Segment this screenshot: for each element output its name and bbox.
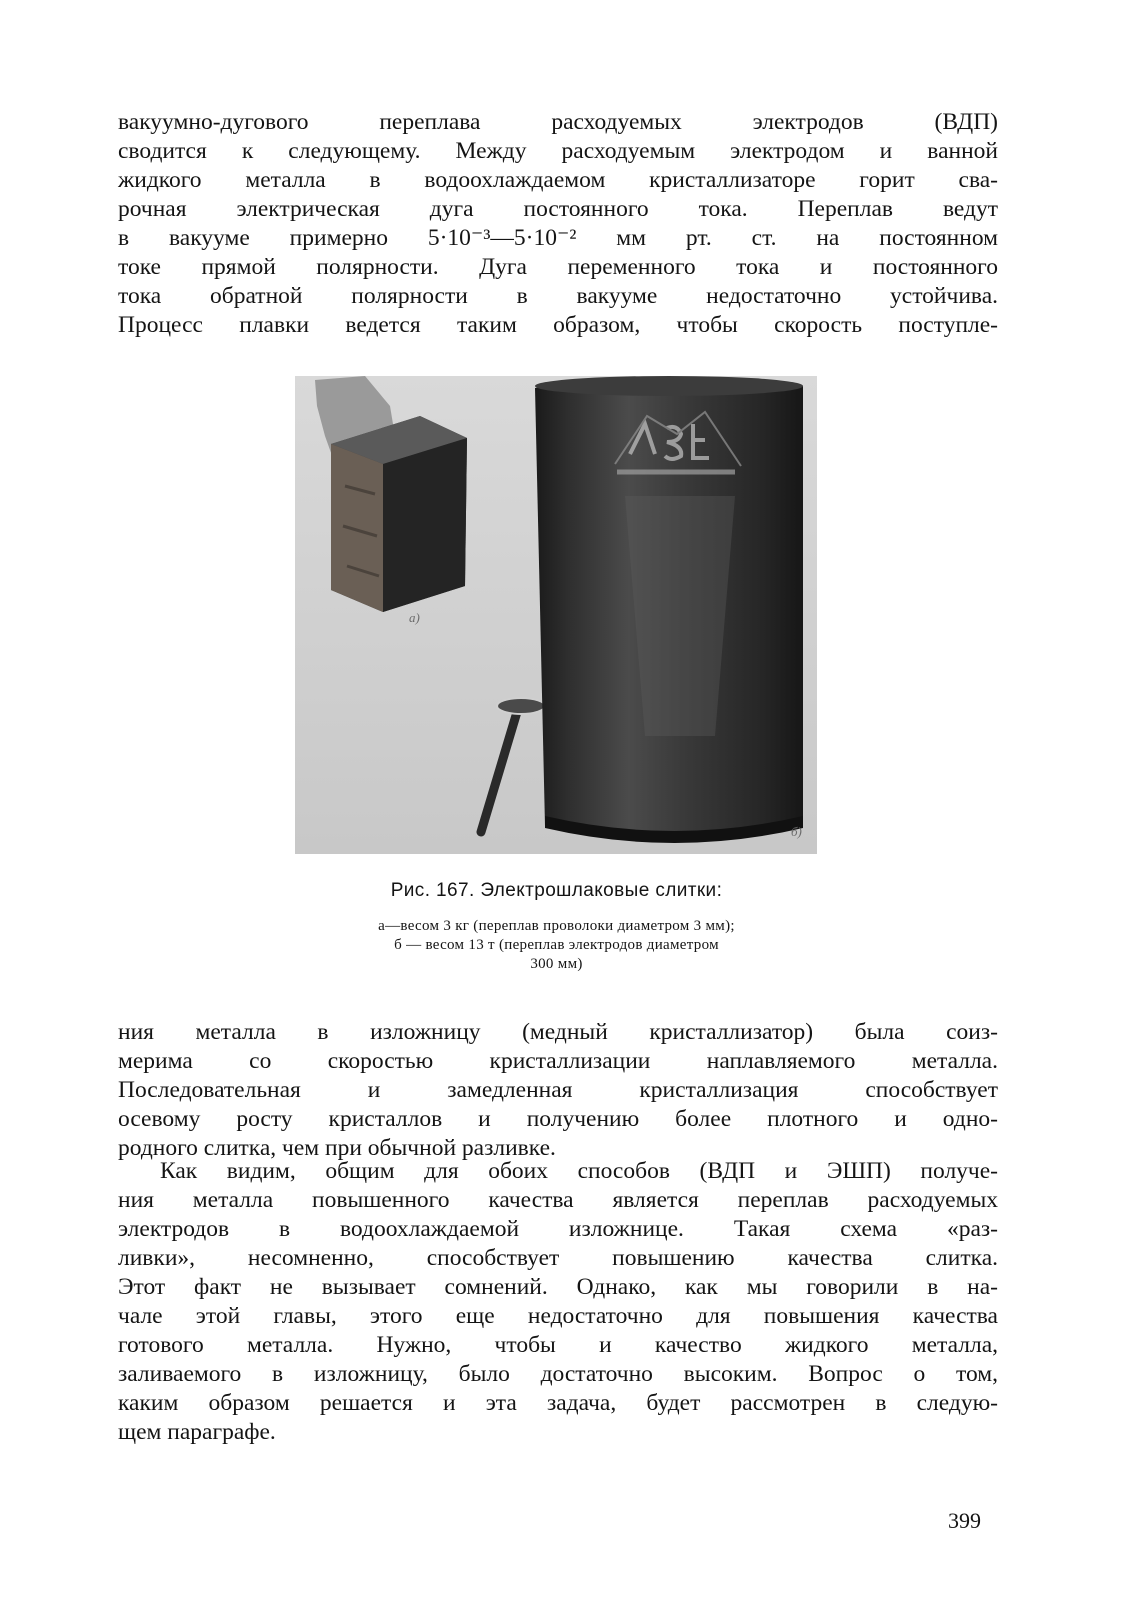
text-line: Последовательная и замедленная кристаллизация способствует bbox=[118, 1077, 998, 1103]
text-line: каким образом решается и эта задача, будет рассмотрен в следую- bbox=[118, 1390, 998, 1416]
ingot-b bbox=[535, 376, 803, 843]
text-line: Этот факт не вызывает сомнений. Однако, как мы говорили в на- bbox=[118, 1274, 998, 1300]
text-line: ния металла повышенного качества является переплав расходуемых bbox=[118, 1187, 998, 1213]
text-line: ливки», несомненно, способствует повышению качества слитка. bbox=[118, 1245, 998, 1271]
figure-caption-b2: 300 мм) bbox=[530, 956, 583, 972]
figure-caption-title: Рис. 167. Электрошлаковые слитки: bbox=[390, 880, 723, 901]
text-line: токе прямой полярности. Дуга переменного тока и постоянного bbox=[118, 254, 998, 280]
text-line: заливаемого в изложницу, было достаточно высоким. Вопрос о том, bbox=[118, 1361, 998, 1387]
text-line: в вакууме примерно 5·10⁻³—5·10⁻² мм рт. ст. на постоянном bbox=[118, 225, 998, 251]
label-b: б) bbox=[791, 824, 802, 839]
figure-caption-b1: б — весом 13 т (переплав электродов диаметром bbox=[394, 937, 719, 953]
text-line: готового металла. Нужно, чтобы и качество жидкого металла, bbox=[118, 1332, 998, 1358]
figure-caption-notes bbox=[294, 917, 819, 974]
text-line: жидкого металла в водоохлаждаемом кристаллизаторе горит сва- bbox=[118, 167, 998, 193]
page-number: 399 bbox=[948, 1508, 981, 1533]
text-line: чале этой главы, этого еще недостаточно для повышения качества bbox=[118, 1303, 998, 1329]
ingot-a bbox=[331, 416, 467, 612]
paragraph-continuation bbox=[118, 1018, 998, 1163]
text-line: мерима со скоростью кристаллизации наплавляемого металла. bbox=[118, 1048, 998, 1074]
text-line: рочная электрическая дуга постоянного тока. Переплав ведут bbox=[118, 196, 998, 222]
text-line: родного слитка, чем при обычной разливке. bbox=[118, 1135, 556, 1161]
text-line: осевому росту кристаллов и получению более плотного и одно- bbox=[118, 1106, 998, 1132]
paragraph-intro bbox=[118, 108, 998, 340]
label-a: а) bbox=[409, 610, 420, 625]
ingot-photo bbox=[295, 376, 817, 854]
text-line: сводится к следующему. Между расходуемым электродом и ванной bbox=[118, 138, 998, 164]
text-line: Как видим, общим для обоих способов (ВДП и ЭШП) получе- bbox=[160, 1158, 998, 1184]
paragraph-conclusion bbox=[118, 1157, 998, 1447]
figure-caption-a: а—весом 3 кг (переплав проволоки диаметром 3 мм); bbox=[378, 918, 735, 934]
text-line: тока обратной полярности в вакууме недостаточно устойчива. bbox=[118, 283, 998, 309]
text-line: щем параграфе. bbox=[118, 1419, 276, 1445]
ingot-photo-drawing bbox=[295, 376, 817, 854]
text-line: вакуумно-дугового переплава расходуемых электродов (ВДП) bbox=[118, 109, 998, 135]
text-line: Процесс плавки ведется таким образом, чтобы скорость поступле- bbox=[118, 312, 998, 338]
text-line: электродов в водоохлаждаемой изложнице. Такая схема «раз- bbox=[118, 1216, 998, 1242]
text-line: ния металла в изложницу (медный кристаллизатор) была соиз- bbox=[118, 1019, 998, 1045]
